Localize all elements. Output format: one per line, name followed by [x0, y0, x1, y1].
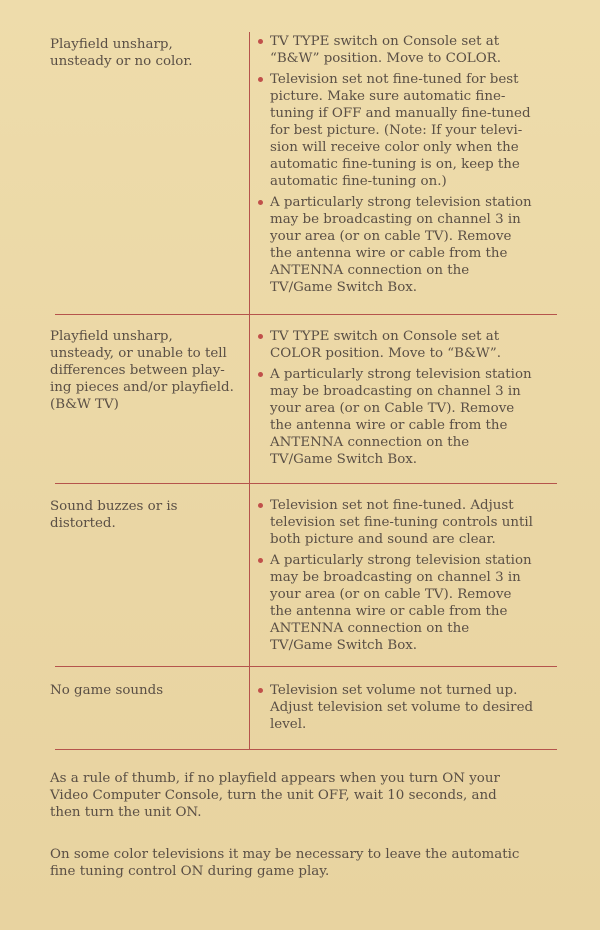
bullet-icon: [258, 334, 263, 339]
solution-list: [258, 497, 558, 658]
bullet-icon: [258, 77, 263, 82]
bullet-icon: [258, 39, 263, 44]
solution-text: TV TYPE switch on Console set at COLOR position. Move to “B&W”.: [270, 329, 502, 361]
table-column-divider: [249, 32, 250, 749]
solution-list: [258, 328, 558, 472]
problem-text: No game sounds: [50, 683, 164, 698]
row-divider: [55, 749, 557, 750]
list-item: [258, 194, 558, 296]
solution-text: A particularly strong television station may be broadcasting on channel 3 in your area (or on cable TV). Remove the antenna wire or cable from the ANTENNA connection on the TV/Game Switch Box.: [270, 195, 532, 295]
bullet-icon: [258, 200, 263, 205]
solution-list: [258, 682, 558, 737]
solution-list: [258, 33, 558, 300]
problem-text: Sound buzzes or is distorted.: [50, 499, 178, 531]
list-item: [258, 552, 558, 654]
problem-text: Playfield unsharp, unsteady, or unable to tell differences between play- ing pieces and/or playfield. (B&W TV): [50, 329, 234, 412]
list-item: [258, 497, 558, 548]
list-item: [258, 328, 558, 362]
solution-text: TV TYPE switch on Console set at “B&W” position. Move to COLOR.: [270, 34, 502, 66]
list-item: [258, 682, 558, 733]
bullet-icon: [258, 503, 263, 508]
list-item: [258, 71, 558, 190]
row-divider: [55, 666, 557, 667]
bullet-icon: [258, 688, 263, 693]
solution-text: A particularly strong television station may be broadcasting on channel 3 in your area (or on cable TV). Remove the antenna wire or cable from the ANTENNA connection on the TV/Game Switch Box.: [270, 553, 532, 653]
bullet-icon: [258, 558, 263, 563]
solution-text: Television set not fine-tuned for best picture. Make sure automatic fine- tuning if OFF and manually fine-tuned for best picture. (Note: If your televi- sion will receive color only when the automatic fine-tuning is on, keep the automatic fine-tuning on.): [270, 72, 531, 189]
bullet-icon: [258, 372, 263, 377]
row-divider: [55, 483, 557, 484]
fine-tuning-note: On some color televisions it may be necessary to leave the automatic fine tuning control ON during game play.: [50, 847, 520, 879]
rule-of-thumb-note: As a rule of thumb, if no playfield appears when you turn ON your Video Computer Console, turn the unit OFF, wait 10 seconds, and then turn the unit ON.: [50, 771, 500, 820]
list-item: [258, 33, 558, 67]
solution-text: Television set not fine-tuned. Adjust television set fine-tuning controls until both picture and sound are clear.: [270, 498, 533, 547]
solution-text: Television set volume not turned up. Adjust television set volume to desired level.: [270, 683, 534, 732]
row-divider: [55, 314, 557, 315]
problem-text: Playfield unsharp, unsteady or no color.: [50, 37, 193, 69]
solution-text: A particularly strong television station may be broadcasting on channel 3 in your area (or on Cable TV). Remove the antenna wire or cable from the ANTENNA connection on the TV/Game Switch Box.: [270, 367, 532, 467]
list-item: [258, 366, 558, 468]
